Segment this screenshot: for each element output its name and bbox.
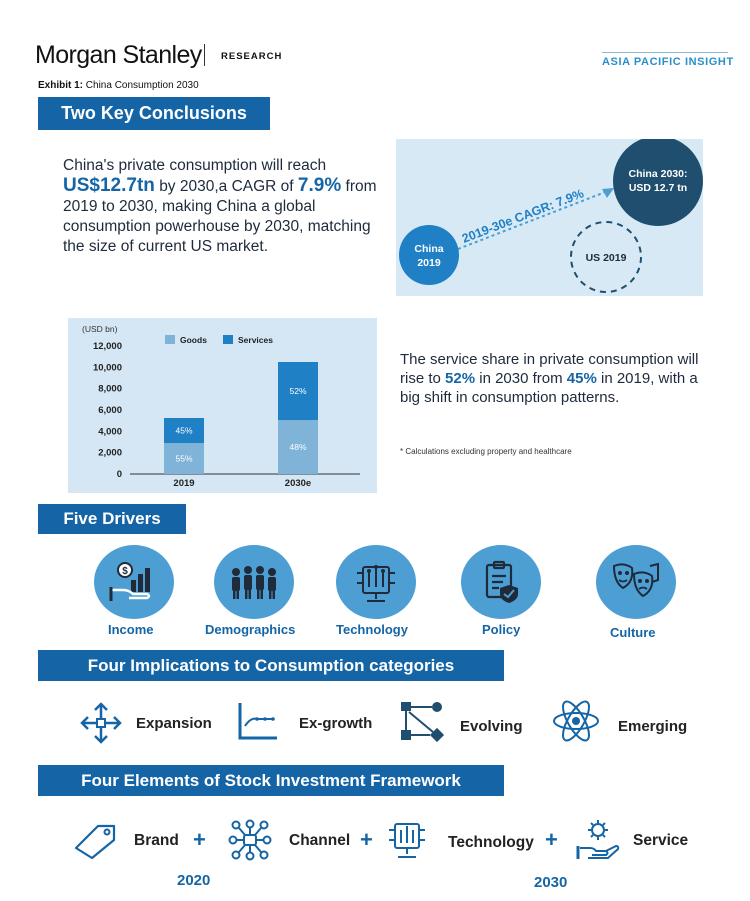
chart-unit-label: (USD bn) <box>82 324 118 334</box>
china-2019-label-1: China <box>414 243 444 255</box>
consumption-chart-panel <box>68 318 377 493</box>
china-2019-label-2: 2019 <box>417 257 441 269</box>
expansion-arrows-icon <box>78 700 124 746</box>
series-label: ASIA PACIFIC INSIGHT <box>602 56 734 68</box>
driver-income: Income <box>108 622 154 637</box>
implication-expansion: Expansion <box>136 715 212 732</box>
legend-swatch-services <box>223 335 233 344</box>
bar-data-label: 45% <box>175 425 193 436</box>
implications-banner <box>38 650 504 681</box>
conclusion-text-a: China's private consumption will reach <box>63 157 327 174</box>
svg-text:$: $ <box>122 566 128 577</box>
year-start: 2020 <box>177 872 211 889</box>
culture-masks-icon <box>610 560 662 604</box>
service-gear-hand-icon <box>576 818 622 860</box>
driver-technology: Technology <box>336 622 408 637</box>
cagr-illustration <box>396 139 703 296</box>
service-share-2030: 52% <box>445 370 476 387</box>
implication-evolving: Evolving <box>460 718 523 735</box>
conclusion-paragraph-1 <box>63 156 393 257</box>
income-driver <box>94 545 174 619</box>
china-2019-bubble <box>399 225 459 285</box>
conclusions-title: Two Key Conclusions <box>61 103 247 123</box>
technology-driver <box>336 545 416 619</box>
service-text-c: in 2019, with a big shift in consumption patterns. <box>400 370 698 406</box>
brand-research-label: RESEARCH <box>221 51 283 62</box>
channel-network-icon <box>228 819 272 861</box>
policy-document-icon <box>479 559 523 605</box>
technology-circuit-icon <box>387 818 427 860</box>
y-tick-label: 12,000 <box>92 341 122 352</box>
driver-culture: Culture <box>610 625 656 640</box>
policy-driver <box>461 545 541 619</box>
x-tick-label: 2019 <box>173 478 195 489</box>
atom-icon <box>551 697 601 745</box>
elements-title: Four Elements of Stock Investment Framework <box>81 770 461 790</box>
service-share-paragraph <box>400 350 700 407</box>
y-tick-label: 4,000 <box>98 426 122 438</box>
cagr-graphic <box>396 139 703 296</box>
service-text-a: The service share in private consumption will rise to <box>400 351 699 387</box>
element-brand: Brand <box>134 832 179 849</box>
culture-driver <box>596 545 676 619</box>
implication-emerging: Emerging <box>618 718 688 735</box>
china-2030-label-1: China 2030: <box>628 168 688 180</box>
element-technology: Technology <box>448 834 534 851</box>
ex-growth-chart-icon <box>237 701 279 741</box>
y-tick-label: 6,000 <box>98 405 122 416</box>
plus-sign-3: + <box>545 827 558 852</box>
y-tick-label: 10,000 <box>92 362 122 374</box>
driver-policy: Policy <box>482 622 521 637</box>
demographics-driver <box>214 545 294 619</box>
y-tick-label: 8,000 <box>98 383 122 395</box>
implication-ex-growth: Ex-growth <box>299 715 373 732</box>
drivers-banner <box>38 504 186 534</box>
exhibit-number: Exhibit 1: <box>38 80 84 91</box>
brand-tag-icon <box>72 820 120 860</box>
bar-data-label: 52% <box>289 386 307 397</box>
cagr-value: 7.9% <box>297 175 342 196</box>
brand-divider <box>204 44 205 66</box>
footnote: * Calculations excluding property and healthcare <box>400 447 572 456</box>
exhibit-title: China Consumption 2030 <box>85 80 199 91</box>
plus-sign-2: + <box>360 827 373 852</box>
year-end: 2030 <box>534 874 568 891</box>
consumption-chart <box>68 318 377 493</box>
conclusion-text-c: from 2019 to 2030, making China a global consumption powerhouse by 2030, matching the size of current US market. <box>63 178 377 255</box>
plus-sign-1: + <box>193 827 206 852</box>
consumption-value: US$12.7tn <box>63 175 155 196</box>
elements-banner <box>38 765 504 796</box>
conclusions-banner <box>38 97 270 130</box>
evolving-network-icon <box>399 700 445 744</box>
y-tick-label: 2,000 <box>98 447 122 459</box>
us-2019-label: US 2019 <box>585 252 627 264</box>
exhibit-caption <box>38 80 199 91</box>
y-tick-label: 0 <box>116 469 122 480</box>
circuit-icon <box>353 559 399 605</box>
cagr-arrow-label: 2019-30e CAGR: 7.9% <box>460 186 586 246</box>
income-icon <box>109 560 159 604</box>
bar-data-label: 55% <box>175 453 193 464</box>
service-text-b: in 2030 from <box>479 370 563 387</box>
legend-swatch-goods <box>165 335 175 344</box>
cagr-arrow-line <box>458 191 608 249</box>
bar-data-label: 48% <box>289 442 307 453</box>
brand-logo: Morgan Stanley <box>35 41 202 69</box>
people-icon <box>227 562 281 602</box>
legend-label-services: Services <box>238 335 273 345</box>
china-2030-label-2: USD 12.7 tn <box>628 182 688 194</box>
element-service: Service <box>633 832 689 849</box>
implications-title: Four Implications to Consumption categories <box>87 655 455 675</box>
legend-label-goods: Goods <box>180 335 207 345</box>
drivers-title: Five Drivers <box>63 509 161 528</box>
x-tick-label: 2030e <box>284 478 312 489</box>
element-channel: Channel <box>289 832 351 849</box>
series-rule <box>602 52 728 53</box>
driver-demographics: Demographics <box>205 622 296 637</box>
service-share-2019: 45% <box>566 370 597 387</box>
conclusion-text-b: by 2030,a CAGR of <box>159 178 294 195</box>
